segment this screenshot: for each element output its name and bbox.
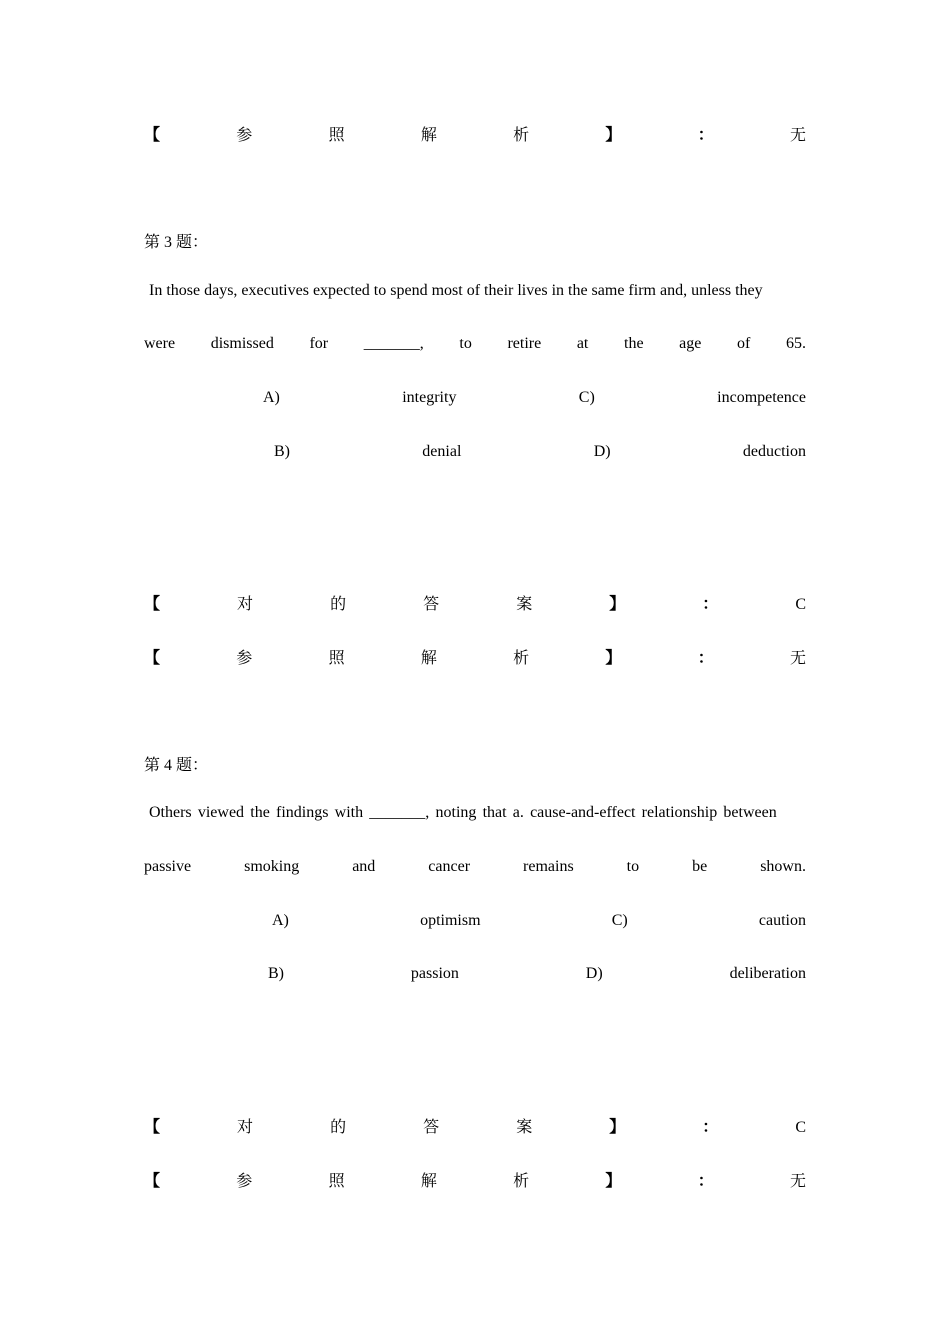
question-text-line-2 [144, 855, 806, 879]
analysis-open-bracket: 【 [144, 127, 161, 144]
analysis-value: 无 [789, 650, 806, 667]
option-text: caution [758, 912, 806, 929]
analysis-value: 无 [789, 127, 806, 144]
word: for [309, 335, 329, 352]
word: shown. [760, 858, 806, 875]
answer-line [144, 1116, 806, 1140]
answer-colon: ： [702, 1119, 719, 1136]
analysis-char: 照 [328, 650, 345, 667]
analysis-open-bracket: 【 [144, 1173, 161, 1190]
answer-close-bracket: 】 [609, 1119, 626, 1136]
question-heading: 第 4 题： [144, 757, 209, 774]
analysis-open-bracket: 【 [144, 650, 161, 667]
word: the [624, 335, 644, 352]
question-text-line-1 [144, 801, 806, 825]
analysis-colon: ： [697, 127, 714, 144]
answer-char: 对 [237, 1119, 254, 1136]
answer-char: 答 [423, 1119, 440, 1136]
option-letter: B) [274, 443, 290, 460]
answer-char: 答 [423, 596, 440, 613]
word: remains [523, 858, 574, 875]
word: retire [507, 335, 542, 352]
analysis-char: 参 [236, 1173, 253, 1190]
word: passive [144, 858, 192, 875]
analysis-char: 照 [328, 1173, 345, 1190]
option-letter: B) [268, 965, 284, 982]
option-text: passion [410, 965, 459, 982]
options-row [268, 962, 806, 986]
word: to [626, 858, 640, 875]
answer-char: 的 [330, 1119, 347, 1136]
analysis-colon: ： [697, 1173, 714, 1190]
analysis-char: 析 [513, 127, 530, 144]
answer-open-bracket: 【 [144, 1119, 161, 1136]
option-letter: D) [585, 965, 603, 982]
analysis-char: 析 [513, 1173, 530, 1190]
option-letter: C) [611, 912, 628, 929]
word: were [144, 335, 176, 352]
question-text-line-2 [144, 332, 806, 356]
word: to [459, 335, 472, 352]
answer-line [144, 593, 806, 617]
analysis-char: 照 [328, 127, 345, 144]
option-text: integrity [402, 389, 457, 406]
answer-open-bracket: 【 [144, 596, 161, 613]
answer-char: 案 [516, 596, 533, 613]
answer-value: C [795, 1119, 806, 1136]
word: dismissed [210, 335, 274, 352]
question-heading: 第 3 题： [144, 234, 209, 251]
question-text: Others viewed the findings with _______, noting that a. cause-and-effect relationship between [149, 804, 777, 821]
options-row [263, 386, 806, 410]
blank: _______, [363, 335, 424, 352]
analysis-char: 解 [420, 1173, 437, 1190]
answer-char: 案 [516, 1119, 533, 1136]
analysis-char: 参 [236, 650, 253, 667]
option-letter: D) [593, 443, 611, 460]
word: and [352, 858, 376, 875]
analysis-close-bracket: 】 [605, 650, 622, 667]
option-text: deduction [742, 443, 806, 460]
analysis-line [144, 1170, 806, 1194]
word: of [737, 335, 751, 352]
option-letter: C) [578, 389, 595, 406]
analysis-char: 解 [420, 127, 437, 144]
analysis-line [144, 647, 806, 671]
analysis-close-bracket: 】 [605, 127, 622, 144]
word: smoking [244, 858, 300, 875]
answer-char: 对 [237, 596, 254, 613]
analysis-char: 解 [420, 650, 437, 667]
answer-close-bracket: 】 [609, 596, 626, 613]
option-letter: A) [263, 389, 280, 406]
option-text: incompetence [717, 389, 806, 406]
option-text: optimism [420, 912, 481, 929]
word: 65. [785, 335, 806, 352]
word: be [692, 858, 708, 875]
analysis-line [144, 124, 806, 148]
answer-value: C [795, 596, 806, 613]
answer-char: 的 [330, 596, 347, 613]
word: at [576, 335, 589, 352]
word: cancer [428, 858, 471, 875]
option-text: deliberation [729, 965, 806, 982]
options-row [272, 909, 806, 933]
question-text-line-1: In those days, executives expected to spend most of their lives in the same firm and, unless they [149, 282, 763, 299]
options-row [274, 440, 806, 464]
analysis-close-bracket: 】 [605, 1173, 622, 1190]
option-text: denial [422, 443, 462, 460]
analysis-colon: ： [697, 650, 714, 667]
answer-colon: ： [702, 596, 719, 613]
option-letter: A) [272, 912, 289, 929]
analysis-char: 析 [513, 650, 530, 667]
analysis-value: 无 [789, 1173, 806, 1190]
analysis-char: 参 [236, 127, 253, 144]
word: age [679, 335, 702, 352]
